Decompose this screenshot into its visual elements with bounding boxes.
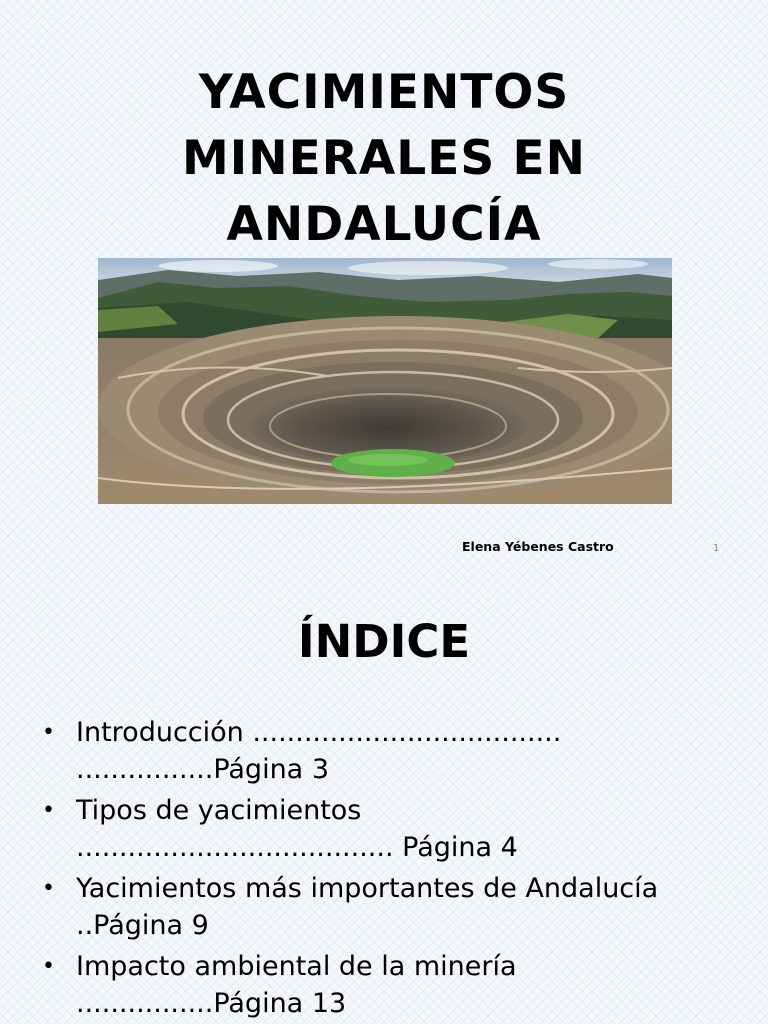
slide-number: 1 xyxy=(713,543,720,554)
title-line-1: YACIMIENTOS xyxy=(198,65,570,120)
toc-item-line-2: ................Página 13 xyxy=(76,988,347,1019)
toc-item xyxy=(42,948,742,1022)
toc-item-line-1: Tipos de yacimientos xyxy=(76,795,362,826)
bullet-icon: • xyxy=(42,954,55,979)
toc-item-line-2: ..Página 9 xyxy=(76,910,209,941)
toc-item xyxy=(42,870,742,944)
table-of-contents xyxy=(42,714,742,1024)
toc-item xyxy=(42,714,742,788)
bullet-icon: • xyxy=(42,798,55,823)
toc-item-line-2: ..................................... Página 4 xyxy=(76,832,518,863)
toc-item xyxy=(42,792,742,866)
bullet-icon: • xyxy=(42,876,55,901)
index-slide xyxy=(0,580,768,1024)
title-line-2: MINERALES EN xyxy=(182,131,586,186)
author-name: Elena Yébenes Castro xyxy=(462,539,614,554)
toc-item-line-1: Yacimientos más importantes de Andalucía xyxy=(76,873,659,904)
index-title: ÍNDICE xyxy=(297,615,471,668)
title-line-3: ANDALUCÍA xyxy=(226,197,542,252)
toc-item-line-2: ................Página 3 xyxy=(76,754,329,785)
bullet-icon: • xyxy=(42,720,55,745)
open-pit-mine-photo xyxy=(98,258,672,504)
toc-item-line-1: Introducción .................................... xyxy=(76,717,562,748)
toc-item-line-1: Impacto ambiental de la minería xyxy=(76,951,517,982)
slide-title xyxy=(0,60,768,258)
